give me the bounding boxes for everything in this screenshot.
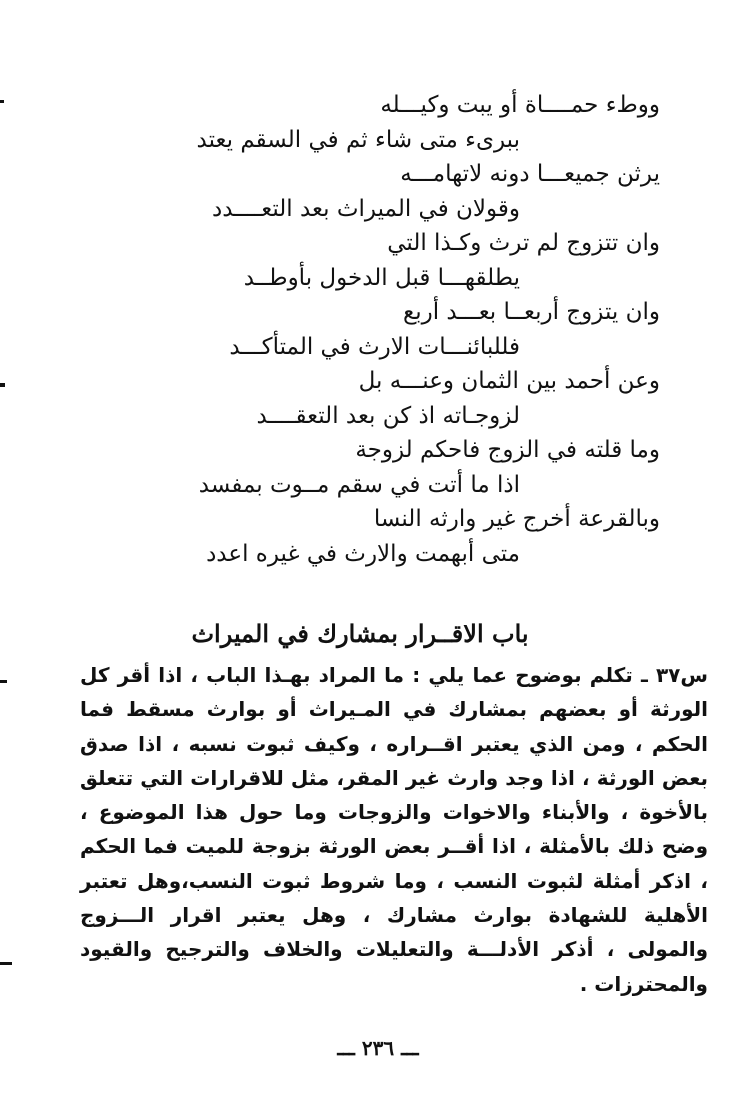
verse-line: فللبائنـــات الارث في المتأكـــد bbox=[229, 333, 520, 360]
scan-edge-mark bbox=[0, 100, 4, 103]
verse-line: ببرىء متى شاء ثم في السقم يعتد bbox=[196, 126, 520, 153]
verse-line: يرثن جميعـــا دونه لاتهامـــه bbox=[400, 161, 660, 187]
verse-line: اذا ما أتت في سقم مــوت بمفسد bbox=[198, 471, 520, 498]
verse-line: وعن أحمد بين الثمان وعنـــه بل bbox=[358, 368, 660, 394]
verse-line: يطلقهـــا قبل الدخول بأوطــد bbox=[243, 264, 520, 291]
scan-edge-mark bbox=[0, 962, 12, 965]
question-paragraph: س٣٧ ـ تكلم بوضوح عما يلي : ما المراد بهـذا الباب ، اذا أقر كل الورثة أو بعضهم بمشارك في المـيراث أو بوارث مسقط فما الحكم ، ومن الذي يعتبر اقــراره ، وكيف ثبوت نسبه ، اذا صدق بعض الورثة ، اذا وجد وارث غير المقر، مثل للاقرارات التي تتعلق بالأخوة ، والأبناء والاخوات والزوجات وما حول هذا الموضوع ، وضح ذلك بالأمثلة ، اذا أقــر بعض الورثة بزوجة للميت فما الحكم ، اذكر أمثلة لثبوت النسب ، وما شروط ثبوت النسب،وهل تعتبر الأهلية للشهادة بوارث مشارك ، وهل يعتبر اقرار الـــزوج والمولى ، أذكر الأدلـــة والتعليلات والخلاف والترجيح والقيود والمحترزات . bbox=[80, 663, 708, 996]
poem-verses bbox=[60, 88, 660, 571]
verse-line: وقولان في الميراث بعد التعــــدد bbox=[211, 195, 520, 222]
verse-line: متى أبهمت والارث في غيره اعدد bbox=[206, 540, 520, 567]
verse-line: وما قلته في الزوج فاحكم لزوجة bbox=[355, 437, 660, 463]
verse-line: وان يتزوج أربعــا بعـــد أربع bbox=[402, 299, 660, 325]
chapter-title: باب الاقــرار بمشارك في الميراث bbox=[191, 619, 529, 648]
scan-edge-mark bbox=[0, 383, 5, 387]
scan-edge-mark bbox=[0, 680, 7, 683]
verse-line: لزوجـاته اذ كن بعد التعقــــد bbox=[256, 402, 520, 429]
verse-line: وبالقرعة أخرج غير وارثه النسا bbox=[373, 506, 660, 532]
page-number: ـــ ٢٣٦ ـــ bbox=[337, 1036, 419, 1060]
verse-line: وان تتزوج لم ترث وكـذا التي bbox=[387, 230, 660, 256]
verse-line: ووطء حمــــاة أو يبت وكيـــله bbox=[380, 92, 660, 118]
